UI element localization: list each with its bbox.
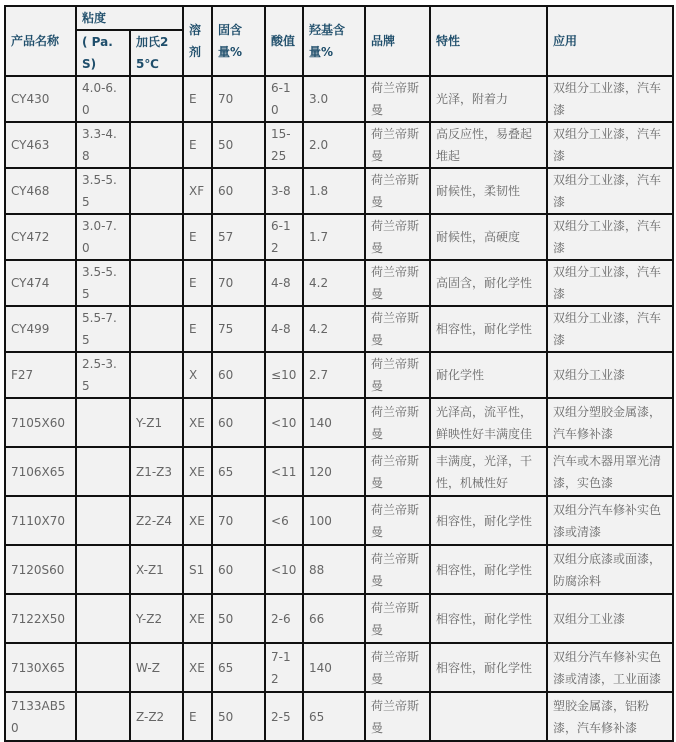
acid-value-cell: <11 (265, 447, 303, 496)
hydroxyl-cell: 2.7 (303, 352, 365, 398)
viscosity-pas-cell (76, 447, 130, 496)
product-name-cell: 7105X60 (5, 398, 76, 447)
acid-value-cell: 7-12 (265, 643, 303, 692)
table-row (5, 398, 673, 447)
hydroxyl-cell: 88 (303, 545, 365, 594)
table-row (5, 447, 673, 496)
solids-cell: 70 (212, 496, 265, 545)
viscosity-gardner-cell: Y-Z2 (130, 594, 183, 643)
viscosity-gardner-cell (130, 352, 183, 398)
viscosity-gardner-cell: Y-Z1 (130, 398, 183, 447)
table-row (5, 214, 673, 260)
header-viscosity: 粘度 (76, 6, 183, 30)
solids-cell: 50 (212, 692, 265, 741)
brand-cell: 荷兰帝斯曼 (365, 214, 430, 260)
solvent-cell: S1 (183, 545, 212, 594)
acid-value-cell: 15-25 (265, 122, 303, 168)
acid-value-cell: 2-5 (265, 692, 303, 741)
viscosity-pas-cell: 3.0-7.0 (76, 214, 130, 260)
properties-cell: 丰满度，光泽，干性，机械性好 (430, 447, 547, 496)
brand-cell: 荷兰帝斯曼 (365, 76, 430, 122)
solvent-cell: E (183, 306, 212, 352)
solvent-cell: XE (183, 594, 212, 643)
hydroxyl-cell: 65 (303, 692, 365, 741)
brand-cell: 荷兰帝斯曼 (365, 352, 430, 398)
acid-value-cell: 6-10 (265, 76, 303, 122)
product-name-cell: CY472 (5, 214, 76, 260)
brand-cell: 荷兰帝斯曼 (365, 306, 430, 352)
application-cell: 双组分工业漆，汽车漆 (547, 76, 673, 122)
hydroxyl-cell: 1.8 (303, 168, 365, 214)
solvent-cell: XE (183, 447, 212, 496)
product-name-cell: CY463 (5, 122, 76, 168)
application-cell: 双组分工业漆 (547, 594, 673, 643)
viscosity-pas-cell: 4.0-6.0 (76, 76, 130, 122)
header-viscosity-pas: ( Pa.S) (76, 30, 130, 76)
properties-cell: 高反应性，易叠起堆起 (430, 122, 547, 168)
solids-cell: 70 (212, 260, 265, 306)
viscosity-gardner-cell: X-Z1 (130, 545, 183, 594)
table-row (5, 643, 673, 692)
application-cell: 双组分塑胶金属漆，汽车修补漆 (547, 398, 673, 447)
product-name-cell: 7133AB50 (5, 692, 76, 741)
acid-value-cell: 3-8 (265, 168, 303, 214)
header-hydroxyl: 羟基含量% (303, 6, 365, 76)
product-name-cell: 7122X50 (5, 594, 76, 643)
header-properties: 特性 (430, 6, 547, 76)
hydroxyl-cell: 4.2 (303, 260, 365, 306)
viscosity-pas-cell: 5.5-7.5 (76, 306, 130, 352)
solids-cell: 65 (212, 447, 265, 496)
viscosity-pas-cell (76, 692, 130, 741)
hydroxyl-cell: 4.2 (303, 306, 365, 352)
viscosity-gardner-cell (130, 168, 183, 214)
application-cell: 双组分工业漆，汽车漆 (547, 122, 673, 168)
viscosity-pas-cell (76, 594, 130, 643)
viscosity-pas-cell: 3.3-4.8 (76, 122, 130, 168)
header-solids: 固含量% (212, 6, 265, 76)
viscosity-pas-cell: 3.5-5.5 (76, 260, 130, 306)
application-cell: 塑胶金属漆，铝粉漆，汽车修补漆 (547, 692, 673, 741)
brand-cell: 荷兰帝斯曼 (365, 496, 430, 545)
properties-cell: 光泽，附着力 (430, 76, 547, 122)
viscosity-gardner-cell (130, 306, 183, 352)
solvent-cell: XE (183, 643, 212, 692)
header-solvent: 溶剂 (183, 6, 212, 76)
solvent-cell: XF (183, 168, 212, 214)
application-cell: 双组分汽车修补实色漆或清漆 (547, 496, 673, 545)
header-brand: 品牌 (365, 6, 430, 76)
application-cell: 汽车或木器用罩光清漆，实色漆 (547, 447, 673, 496)
properties-cell: 相容性，耐化学性 (430, 643, 547, 692)
acid-value-cell: <10 (265, 545, 303, 594)
brand-cell: 荷兰帝斯曼 (365, 168, 430, 214)
table-row (5, 352, 673, 398)
solvent-cell: X (183, 352, 212, 398)
brand-cell: 荷兰帝斯曼 (365, 594, 430, 643)
header-application: 应用 (547, 6, 673, 76)
solids-cell: 50 (212, 122, 265, 168)
properties-cell: 光泽高，流平性，鲜映性好丰满度佳 (430, 398, 547, 447)
application-cell: 双组分工业漆，汽车漆 (547, 260, 673, 306)
brand-cell: 荷兰帝斯曼 (365, 692, 430, 741)
solids-cell: 60 (212, 545, 265, 594)
solids-cell: 70 (212, 76, 265, 122)
acid-value-cell: <10 (265, 398, 303, 447)
product-name-cell: CY474 (5, 260, 76, 306)
product-name-cell: 7106X65 (5, 447, 76, 496)
solids-cell: 65 (212, 643, 265, 692)
brand-cell: 荷兰帝斯曼 (365, 643, 430, 692)
viscosity-pas-cell (76, 643, 130, 692)
viscosity-gardner-cell (130, 260, 183, 306)
properties-cell: 耐候性，高硬度 (430, 214, 547, 260)
application-cell: 双组分底漆或面漆，防腐涂料 (547, 545, 673, 594)
table-row (5, 122, 673, 168)
acid-value-cell: 4-8 (265, 260, 303, 306)
table-row (5, 496, 673, 545)
viscosity-gardner-cell (130, 122, 183, 168)
properties-cell: 耐候性，柔韧性 (430, 168, 547, 214)
product-name-cell: F27 (5, 352, 76, 398)
brand-cell: 荷兰帝斯曼 (365, 447, 430, 496)
application-cell: 双组分汽车修补实色漆或清漆，工业面漆 (547, 643, 673, 692)
properties-cell: 相容性，耐化学性 (430, 545, 547, 594)
hydroxyl-cell: 66 (303, 594, 365, 643)
properties-cell: 高固含，耐化学性 (430, 260, 547, 306)
brand-cell: 荷兰帝斯曼 (365, 545, 430, 594)
properties-cell (430, 692, 547, 741)
solvent-cell: E (183, 214, 212, 260)
table-row (5, 306, 673, 352)
viscosity-gardner-cell (130, 76, 183, 122)
solids-cell: 60 (212, 352, 265, 398)
viscosity-pas-cell (76, 496, 130, 545)
acid-value-cell: 2-6 (265, 594, 303, 643)
product-name-cell: CY468 (5, 168, 76, 214)
viscosity-gardner-cell: Z-Z2 (130, 692, 183, 741)
product-name-cell: CY499 (5, 306, 76, 352)
viscosity-gardner-cell: W-Z (130, 643, 183, 692)
table-row (5, 260, 673, 306)
properties-cell: 相容性，耐化学性 (430, 496, 547, 545)
viscosity-gardner-cell: Z2-Z4 (130, 496, 183, 545)
acid-value-cell: <6 (265, 496, 303, 545)
viscosity-pas-cell (76, 398, 130, 447)
solids-cell: 60 (212, 168, 265, 214)
header-acid-value: 酸值 (265, 6, 303, 76)
viscosity-pas-cell: 3.5-5.5 (76, 168, 130, 214)
solvent-cell: E (183, 76, 212, 122)
hydroxyl-cell: 3.0 (303, 76, 365, 122)
hydroxyl-cell: 140 (303, 643, 365, 692)
application-cell: 双组分工业漆，汽车漆 (547, 168, 673, 214)
solvent-cell: E (183, 260, 212, 306)
hydroxyl-cell: 120 (303, 447, 365, 496)
solids-cell: 50 (212, 594, 265, 643)
brand-cell: 荷兰帝斯曼 (365, 122, 430, 168)
viscosity-gardner-cell: Z1-Z3 (130, 447, 183, 496)
solids-cell: 57 (212, 214, 265, 260)
application-cell: 双组分工业漆，汽车漆 (547, 306, 673, 352)
table-row (5, 545, 673, 594)
solids-cell: 75 (212, 306, 265, 352)
brand-cell: 荷兰帝斯曼 (365, 260, 430, 306)
header-product-name: 产品名称 (5, 6, 76, 76)
header-viscosity-gardner: 加氏25℃ (130, 30, 183, 76)
acid-value-cell: 4-8 (265, 306, 303, 352)
hydroxyl-cell: 100 (303, 496, 365, 545)
application-cell: 双组分工业漆 (547, 352, 673, 398)
table-row (5, 692, 673, 741)
solvent-cell: XE (183, 398, 212, 447)
product-name-cell: CY430 (5, 76, 76, 122)
application-cell: 双组分工业漆，汽车漆 (547, 214, 673, 260)
brand-cell: 荷兰帝斯曼 (365, 398, 430, 447)
viscosity-pas-cell: 2.5-3.5 (76, 352, 130, 398)
hydroxyl-cell: 1.7 (303, 214, 365, 260)
product-name-cell: 7130X65 (5, 643, 76, 692)
solvent-cell: XE (183, 496, 212, 545)
product-name-cell: 7120S60 (5, 545, 76, 594)
table-row (5, 168, 673, 214)
solvent-cell: E (183, 692, 212, 741)
solids-cell: 60 (212, 398, 265, 447)
table-body (5, 76, 673, 741)
properties-cell: 相容性，耐化学性 (430, 594, 547, 643)
properties-cell: 耐化学性 (430, 352, 547, 398)
table-row (5, 76, 673, 122)
viscosity-gardner-cell (130, 214, 183, 260)
acid-value-cell: 6-12 (265, 214, 303, 260)
properties-cell: 相容性，耐化学性 (430, 306, 547, 352)
hydroxyl-cell: 140 (303, 398, 365, 447)
solvent-cell: E (183, 122, 212, 168)
table-row (5, 594, 673, 643)
product-name-cell: 7110X70 (5, 496, 76, 545)
acid-value-cell: ≤10 (265, 352, 303, 398)
product-spec-table (4, 5, 674, 742)
viscosity-pas-cell (76, 545, 130, 594)
hydroxyl-cell: 2.0 (303, 122, 365, 168)
